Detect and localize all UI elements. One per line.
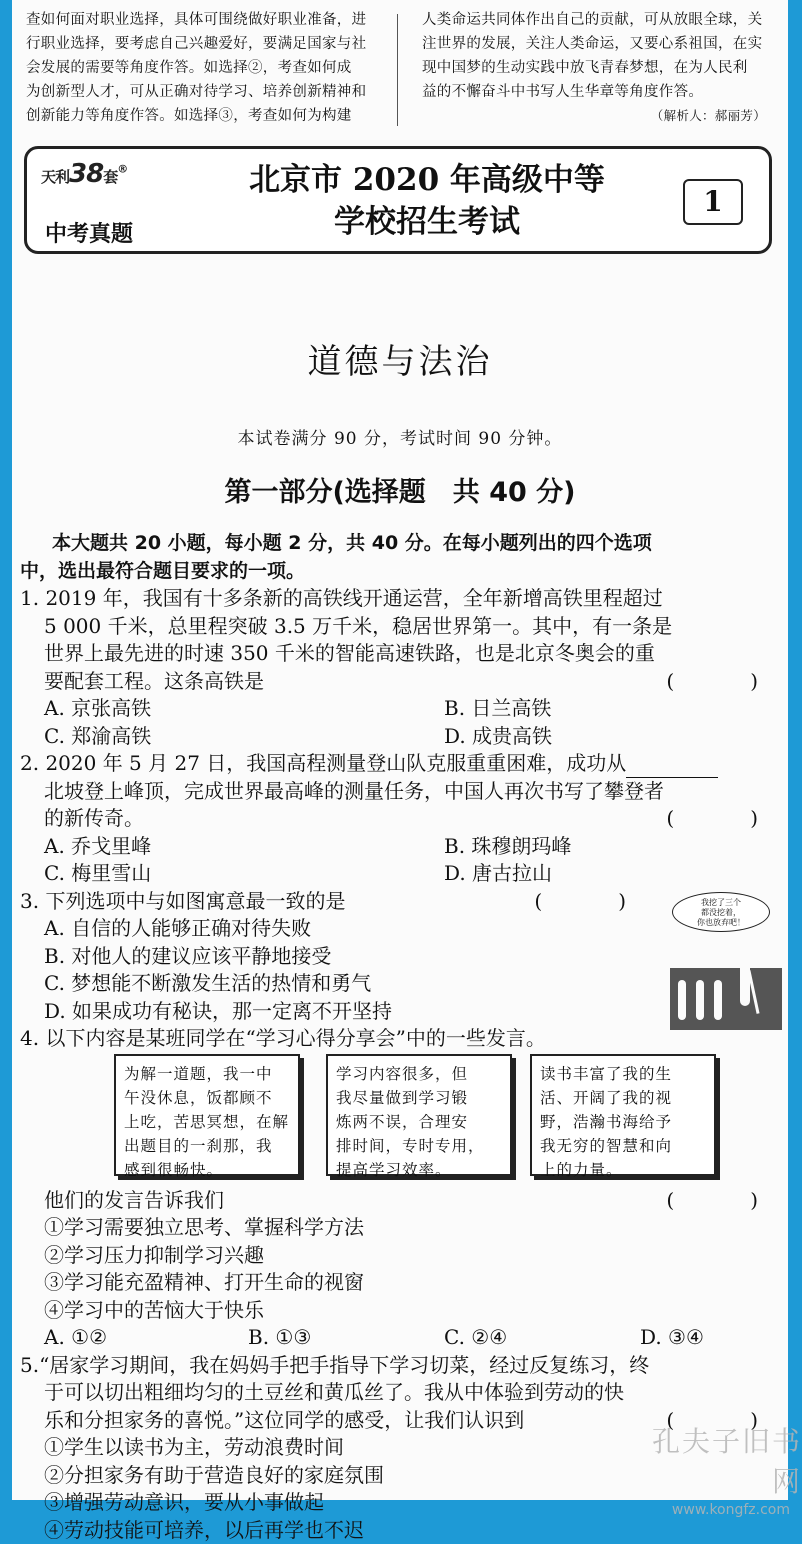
question-4-item: ①学习需要独立思考、掌握科学方法 [12,1214,788,1242]
analysis-left-column [26,8,381,128]
question-5-item: ③增强劳动意识，要从小事做起 [12,1489,788,1517]
note-card: 为解一道题，我一中 午没休息，饭都顾不 上吃，苦思冥想，在解 出题目的一刹那，我 感到很畅快。 [114,1054,300,1176]
question-4-item: ③学习能充盈精神、打开生命的视窗 [12,1269,788,1297]
analysis-line: 益的不懈奋斗中书写人生华章等角度作答。 [422,80,774,104]
analyst-credit: （解析人：郝丽芳） [422,104,766,128]
question-4-item: ②学习压力抑制学习兴趣 [12,1242,788,1270]
question-5-item: ②分担家务有助于营造良好的家庭氛围 [12,1462,788,1490]
option-b[interactable]: B. ①③ [248,1324,311,1352]
note-card: 读书丰富了我的生 活、开阔了我的视 野，浩瀚书海给予 我无穷的智慧和向 上的力量。 [530,1054,716,1176]
exam-title-banner [24,146,772,254]
analysis-line: 查如何面对职业选择，具体可围绕做好职业准备，进 [26,8,381,32]
instructions-line: 中，选出最符合题目要求的一项。 [12,558,788,586]
question-1-stem-end: 要配套工程。这条高铁是 ( ) [12,668,788,696]
answer-paren[interactable]: ( ) [666,668,770,696]
analysis-right-column [422,8,774,128]
part-title: 第一部分(选择题 共 40 分) [12,470,788,509]
previous-answer-analysis [12,8,788,130]
instructions-line: 本大题共 20 小题，每小题 2 分，共 40 分。在每小题列出的四个选项 [12,530,792,558]
question-4-item: ④学习中的苦恼大于快乐 [12,1297,788,1325]
digger-figure [740,956,750,1006]
question-1-stem: 5 000 千米，总里程突破 3.5 万千米，稳居世界第一。其中，有一条是 [12,613,788,641]
question-3-option-c[interactable]: C. 梦想能不断激发生活的热情和勇气 [12,970,788,998]
option-c[interactable]: C. 郑渝高铁 [44,724,151,748]
question-4-stem: 4. 以下内容是某班同学在“学习心得分享会”中的一些发言。 [12,1025,788,1053]
subject-title: 道德与法治 [12,334,788,383]
question-3-option-d[interactable]: D. 如果成功有秘诀，那一定离不开坚持 [12,998,788,1026]
question-1-stem: 世界上最先进的时速 350 千米的智能高速铁路，也是北京冬奥会的重 [12,640,788,668]
analysis-line: 会发展的需要等角度作答。如选择②，考查如何成 [26,56,381,80]
question-5-item: ①学生以读书为主，劳动浪费时间 [12,1434,788,1462]
question-5-stem-end: 乐和分担家务的喜悦。”这位同学的感受，让我们认识到 ( ) [12,1407,788,1435]
analysis-line: 为创新型人才，可从正确对待学习、培养创新精神和 [26,80,381,104]
question-3-stem: 3. 下列选项中与如图寓意最一致的是 ( ) [12,888,788,916]
question-4-question: 他们的发言告诉我们 ( ) [12,1187,788,1215]
answer-paren[interactable]: ( ) [666,805,770,833]
question-2-options [12,860,788,888]
question-2-options [12,833,788,861]
tianli-38-logo [41,159,181,243]
question-3-option-a[interactable]: A. 自信的人能够正确对待失败 [12,915,788,943]
logo-wordmark: 天利38套® [41,159,181,189]
question-5-item: ④劳动技能可培养，以后再学也不迟 [12,1517,788,1544]
option-a[interactable]: A. ①② [44,1324,107,1352]
site-watermark: 孔夫子旧书网 www.kongfz.com [642,1420,802,1518]
question-1-stem: 1. 2019 年，我国有十多条新的高铁线开通运营，全年新增高铁里程超过 [12,585,788,613]
answer-paren[interactable]: ( ) [534,888,638,916]
answer-paren[interactable]: ( ) [666,1407,770,1435]
speech-bubble: 我挖了三个 都没挖着， 你也放弃吧！ [672,892,770,932]
note-card: 学习内容很多，但 我尽量做到学习锻 炼两不误，合理安 排时间，专时专用， 提高学习效率。 [326,1054,512,1176]
logo-category: 中考真题 [45,217,133,248]
option-a[interactable]: A. 乔戈里峰 [44,834,151,858]
analysis-line: 现中国梦的生动实践中放飞青春梦想，在为人民利 [422,56,774,80]
paper-number-badge: 1 [683,179,743,225]
questions-body [12,530,788,1544]
exam-page [12,0,788,1500]
option-d[interactable]: D. 成贵高铁 [444,723,552,751]
question-5-stem: 于可以切出粗细均匀的土豆丝和黄瓜丝了。我从中体验到劳动的快 [12,1379,788,1407]
learning-notes [114,1054,734,1180]
option-c[interactable]: C. ②④ [444,1324,507,1352]
option-a[interactable]: A. 京张高铁 [44,696,151,720]
option-b[interactable]: B. 日兰高铁 [444,695,551,723]
analysis-line: 创新能力等角度作答。如选择③，考查如何为构建 [26,104,381,128]
column-divider [397,14,398,126]
option-b[interactable]: B. 珠穆朗玛峰 [444,833,571,861]
answer-paren[interactable]: ( ) [666,1187,770,1215]
question-2-stem: 北坡登上峰顶，完成世界最高峰的测量任务，中国人再次书写了攀登者 [12,778,788,806]
analysis-line: 人类命运共同体作出自己的贡献，可从放眼全球，关 [422,8,774,32]
analysis-line: 注世界的发展，关注人类命运，又要心系祖国，在实 [422,32,774,56]
question-5-stem: 5.“居家学习期间，我在妈妈手把手指导下学习切菜，经过反复练习，终 [12,1352,788,1380]
question-4-options [12,1324,788,1352]
question-1-options [12,723,788,751]
option-d[interactable]: D. 唐古拉山 [444,860,552,888]
digging-cartoon [670,890,782,1030]
question-1-options [12,695,788,723]
exam-title: 北京市 2020 年高级中等 学校招生考试 [217,159,637,243]
exam-meta: 本试卷满分 90 分，考试时间 90 分钟。 [12,424,788,449]
question-2-stem: 2. 2020 年 5 月 27 日，我国高程测量登山队克服重重困难，成功从 [12,750,788,778]
fill-blank[interactable] [626,755,718,778]
option-c[interactable]: C. 梅里雪山 [44,861,151,885]
question-3-option-b[interactable]: B. 对他人的建议应该平静地接受 [12,943,788,971]
question-2-stem-end: 的新传奇。 ( ) [12,805,788,833]
analysis-line: 行职业选择，要考虑自己兴趣爱好，要满足国家与社 [26,32,381,56]
cartoon-scene [670,950,782,1030]
option-d[interactable]: D. ③④ [640,1324,704,1352]
